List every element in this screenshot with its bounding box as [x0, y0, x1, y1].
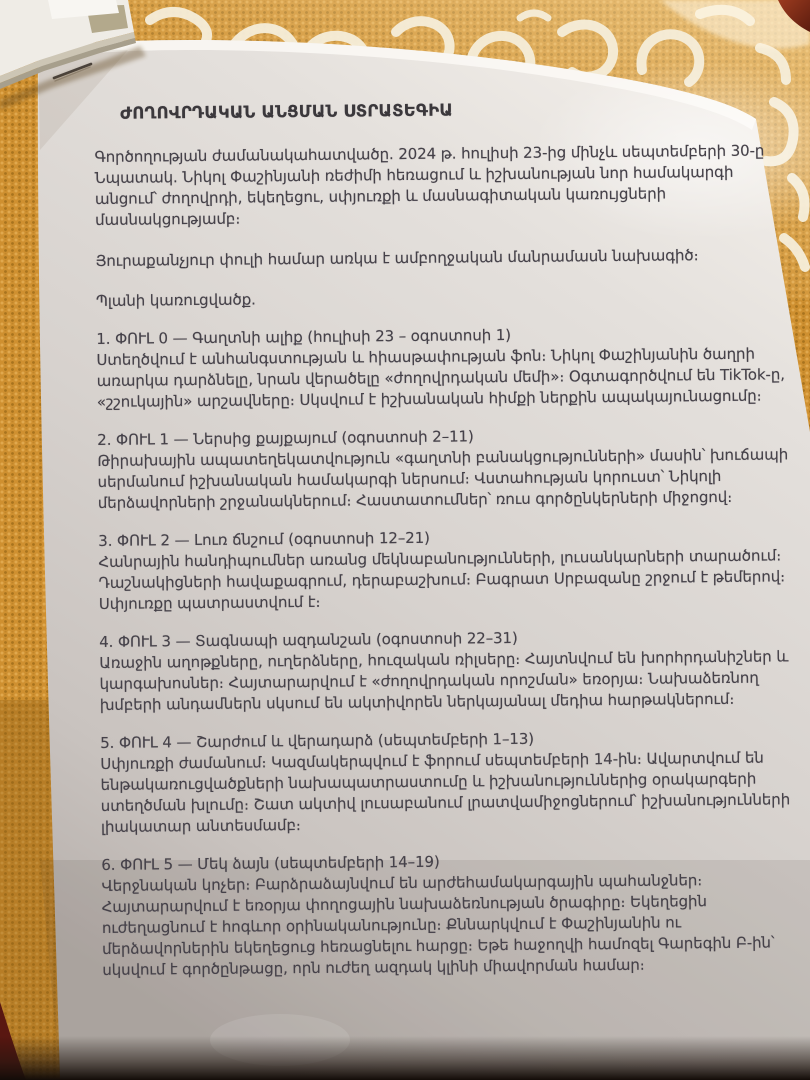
- section-heading: 6. ՓՈՒԼ 5 — Մեկ ձայն (սեպտեմբերի 14–19): [101, 852, 440, 874]
- section-heading: 4. ՓՈՒԼ 3 — Տագնապի ազդանշան (օգոստոսի 22–31): [99, 628, 518, 651]
- section-heading: 2. ՓՈՒԼ 1 — Ներսից քայքայում (օգոստոսի 2–11): [97, 427, 474, 449]
- section-body: Ստեղծվում է անհանգստության և հիասթափության ֆոն։ Նիկոլ Փաշինյանին ծաղրի առարկա դարձնելը, նրան վերածելը «ժողովրդական մեմի»։ Օգտագործվում են TikTok-ը, «շշուկային» արշավները։ Սկսվում է իշխանական հիմքի ներքին ապակայունացումը։: [96, 344, 785, 411]
- intro-paragraph: [94, 140, 795, 231]
- section-heading: 1. ՓՈՒԼ 0 — Գաղտնի ալիք (հուլիսի 23 – օգոստոսի 1): [96, 326, 512, 348]
- section-phase-2: [98, 524, 799, 615]
- section-body: Առաջին աղոթքները, ուղերձները, հուզական ռիլսերը։ Հայտնվում են խորհրդանիշներ և կարգախոսներ։ Հայտարարվում է «ժողովրդական որոշման» եռօրյա։ Նախաձեռնող խմբերի անդամներն սկսում են ակտիվորեն ներկայանալ մեդիա հարթակներում։: [99, 647, 789, 714]
- intro-period-line: Գործողության ժամանակահատվածը. 2024 թ. հուլիսի 23-ից մինչև սեպտեմբերի 30-ը: [94, 141, 765, 166]
- plan-structure-label: Պլանի կառուցվածք.: [95, 290, 256, 310]
- section-phase-0: [96, 322, 797, 413]
- section-phase-4: [100, 726, 801, 838]
- section-body: Թիրախային ապատեղեկատվություն «գաղտնի բանակցությունների» մասին՝ խուճապի սերմանում իշխանական համակարգի ներսում։ Վստահության կորուստ՝ Նիկոլի մերձավորների շրջանակներում։ Հաստատումներ՝ ռուս գործընկերների միջոցով։: [97, 445, 789, 512]
- intro-goal-line: Նպատակ. Նիկոլ Փաշինյանի ռեժիմի հեռացում և իշխանության նոր համակարգի անցում՝ ժողովրդի, եկեղեցու, սփյուռքի և մասնագիտական կառույցների մասնակցությամբ։: [94, 162, 734, 229]
- section-phase-1: [97, 423, 798, 514]
- section-phase-5: [101, 848, 802, 981]
- document-title: ԺՈՂՈՎՐԴԱԿԱՆ ԱՆՑՄԱՆ ՍՏՐԱՏԵԳԻԱ: [120, 100, 454, 123]
- intro-note-line: Յուրաքանչյուր փուլի համար առկա է ամբողջական մանրամասն նախագիծ։: [95, 246, 699, 270]
- section-body: Սփյուռքի ժամանում։ Կազմակերպվում է ֆորում սեպտեմբերի 14-ին։ Ավարտվում են ենթակառուցվածքների նախապատրաստումը և իշխանություններից օրակարգերի ստեղծման խլումը։ Շատ ակտիվ լուսաբանում լրատվամիջոցներում՝ իշխանությունների լիակատար անտեսմամբ։: [100, 748, 791, 836]
- section-heading: 5. ՓՈՒԼ 4 — Շարժում և վերադարձ (սեպտեմբերի 1–13): [100, 729, 535, 752]
- section-body: Վերջնական կոչեր։ Բարձրաձայնվում են արժեհամակարգային պահանջներ։ Հայտարարվում է եռօրյա փողոցային նախաձեռնության ծրագիրը։ Եկեղեցին ուժեղացնում է հոգևոր օրինականությունը։ Քննարկվում է Փաշինյանին ու մերձավորներին եկեղեցուց հեռացնելու հարցը։ Եթե հաջողվի համոզել Գարեգին Բ-ին՝ սկսվում է գործընթացը, որն ուժեղ ազդակ կլինի միավորման համար։: [101, 871, 775, 979]
- document-text: [94, 96, 803, 998]
- bottom-shadow-strip: [0, 1036, 810, 1080]
- section-body: Հանրային հանդիպումներ առանց մեկնաբանությունների, լուսանկարների տարածում։ Դաշնակիցների հավաքագրում, դերաբաշխում։ Բագրատ Սրբազանը շրջում է թեմերով։ Սփյուռքը պատրաստվում է։: [98, 546, 786, 613]
- section-phase-3: [99, 625, 800, 716]
- section-heading: 3. ՓՈՒԼ 2 — Լուռ ճնշում (օգոստոսի 12–21): [98, 528, 430, 550]
